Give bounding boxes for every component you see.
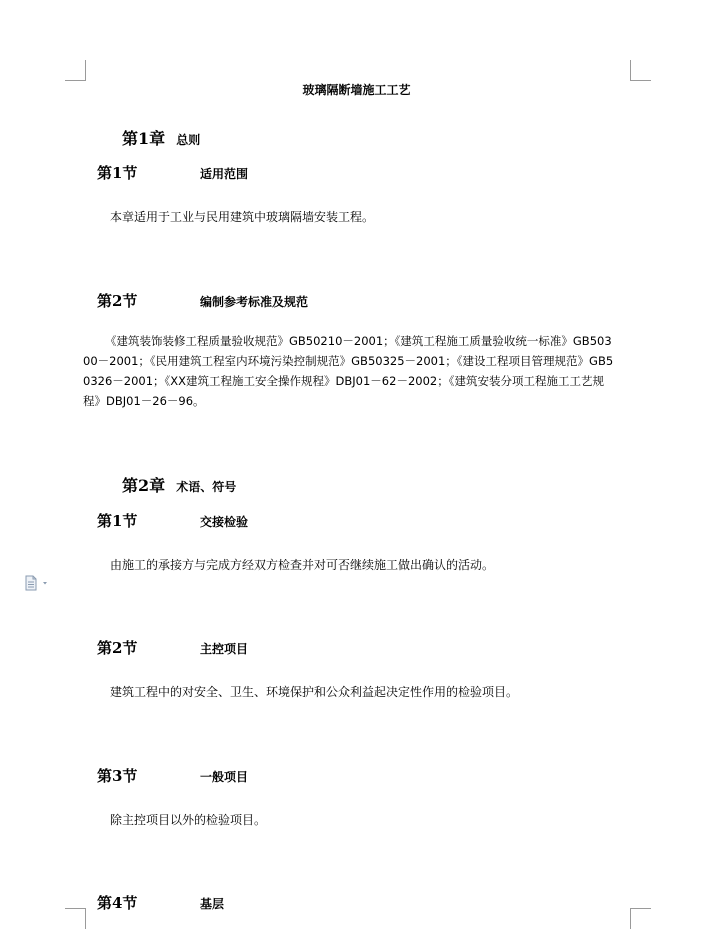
section-title: 交接检验 <box>200 515 249 529</box>
paragraph: 本章适用于工业与民用建筑中玻璃隔墙安装工程。 <box>110 210 375 224</box>
page-corner-mark <box>630 908 651 929</box>
chapter-number: 第2章 <box>122 476 166 495</box>
paragraph: 除主控项目以外的检验项目。 <box>110 813 267 827</box>
chapter-title: 总则 <box>176 133 201 147</box>
section-title: 编制参考标准及规范 <box>200 295 309 309</box>
document-icon[interactable] <box>24 575 52 591</box>
document-title: 玻璃隔断墙施工工艺 <box>302 83 411 97</box>
paragraph: 由施工的承接方与完成方经双方检查并对可否继续施工做出确认的活动。 <box>110 558 495 572</box>
section-title: 一般项目 <box>200 770 249 784</box>
paragraph: 建筑工程中的对安全、卫生、环境保护和公众利益起决定性作用的检验项目。 <box>110 685 519 699</box>
chapter-heading <box>122 126 200 149</box>
paragraph: 《建筑装饰装修工程质量验收规范》GB50210－2001；《建筑工程施工质量验收统一标准》GB50300－2001；《民用建筑工程室内环境污染控制规范》GB50325－2001；《建设工程项目管理规范》GB50326－2001；《XX建筑工程施工安全操作规程》DBJ01－62－2002；《建筑安装分项工程施工工艺规程》DBJ01－26－96。 <box>83 334 614 408</box>
chapter-number: 第1章 <box>122 129 166 148</box>
page-corner-mark <box>630 60 651 81</box>
section-number: 第1节 <box>97 512 138 530</box>
section-number: 第2节 <box>97 639 138 657</box>
section-number: 第4节 <box>97 894 138 912</box>
page-corner-mark <box>65 60 86 81</box>
section-title: 适用范围 <box>200 167 249 181</box>
page-corner-mark <box>65 908 86 929</box>
chapter-heading <box>122 473 236 496</box>
section-number: 第3节 <box>97 767 138 785</box>
section-title: 主控项目 <box>200 642 249 656</box>
chapter-title: 术语、符号 <box>176 480 237 494</box>
section-number: 第1节 <box>97 164 138 182</box>
section-title: 基层 <box>200 897 225 911</box>
section-number: 第2节 <box>97 292 138 310</box>
